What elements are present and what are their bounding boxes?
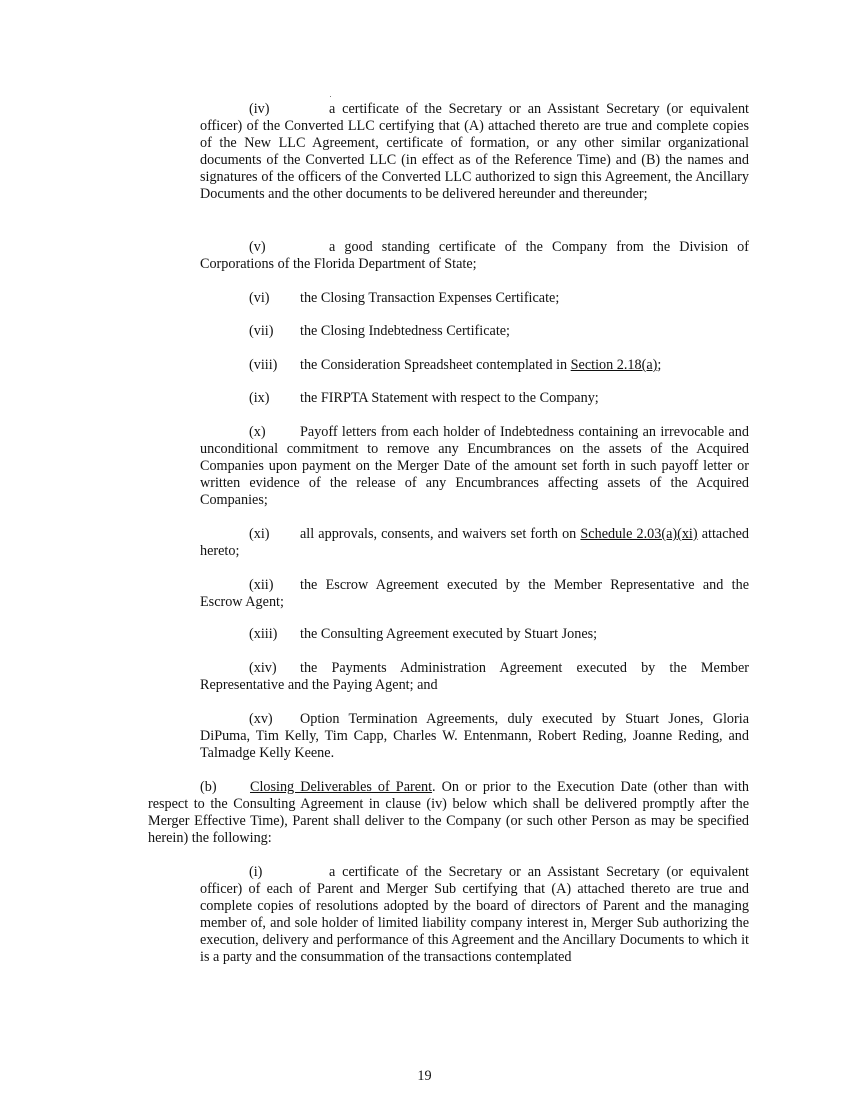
clause-label: (xiii) [249,626,278,642]
clause-viii [200,357,749,374]
clause-text: Payoff letters from each holder of Indebtedness containing an irrevocable and unconditional commitment to remove any Encumbrances on the assets of the Acquired Companies upon payment on the Merger Date of the amount set forth in such payoff letter or written evidence of the release of any Encumbrances affecting assets of the Acquired Companies; [200,424,749,509]
parent-clause-i [200,864,749,967]
clause-xiii [200,626,749,643]
clause-x [200,424,749,509]
clause-label: (vi) [249,290,270,306]
section-b [148,779,749,847]
clause-label: (ix) [249,390,270,406]
clause-vi [200,290,749,307]
clause-text: all approvals, consents, and waivers set forth on [300,526,581,542]
clause-xv [200,711,749,762]
clause-text: a good standing certificate of the Company from the Division of Corporations of the Florida Department of State; [200,239,749,273]
clause-text: the Consideration Spreadsheet contemplated in [300,357,571,373]
clause-label: (vii) [249,323,274,339]
schedule-reference-link[interactable]: Schedule 2.03(a)(xi) [580,526,698,542]
clause-label: (xii) [249,577,274,593]
section-text: . On or prior to the Execution Date (other than with respect to the Consulting Agreement in clause (iv) below which shall be delivered promptly after the Merger Effective Time), Parent shall deliver to the Company (or such other Person as may be specified herein) the following: [148,779,749,847]
clause-ix [200,390,749,407]
clause-label: (xiv) [249,660,277,676]
clause-label: (x) [249,424,266,440]
clause-text: the Escrow Agreement executed by the Member Representative and the Escrow Agent; [200,577,749,611]
section-heading: Closing Deliverables of Parent [250,779,433,795]
clause-text: a certificate of the Secretary or an Assistant Secretary (or equivalent officer) of each of Parent and Merger Sub certifying that (A) attached thereto are true and complete copies of resolutions adopted by the board of directors of Parent and the managing member of, and sole holder of limited liability company interest in, Merger Sub authorizing the execution, delivery and performance of this Agreement and the Ancillary Documents to which it is a party and the consummation of the transactions contemplated [200,864,749,966]
stray-mark [330,96,331,97]
clause-text-end: attached hereto; [200,526,749,560]
clause-label: (i) [249,864,263,880]
clause-label: (viii) [249,357,278,373]
clause-v [200,239,749,273]
clause-text: the Consulting Agreement executed by Stuart Jones; [300,626,598,642]
section-reference-link[interactable]: Section 2.18(a) [570,357,658,373]
clause-text: the Closing Transaction Expenses Certificate; [300,290,560,306]
section-label: (b) [200,779,217,795]
clause-label: (v) [249,239,266,255]
clause-text: the FIRPTA Statement with respect to the Company; [300,390,599,406]
clause-label: (xi) [249,526,270,542]
clause-label: (xv) [249,711,273,727]
clause-label: (iv) [249,101,270,117]
clause-xi [200,526,749,560]
clause-text: a certificate of the Secretary or an Assistant Secretary (or equivalent officer) of the Converted LLC certifying that (A) attached thereto are true and complete copies of the New LLC Agreement, certificate of formation, or any other similar organizational documents of the Converted LLC (in effect as of the Reference Time) and (B) the names and signatures of the officers of the Converted LLC authorized to sign this Agreement, the Ancillary Documents and the other documents to be delivered hereunder and thereunder; [200,101,749,203]
clause-text: Option Termination Agreements, duly executed by Stuart Jones, Gloria DiPuma, Tim Kelly, Tim Capp, Charles W. Entenmann, Robert Reding, Joanne Reding, and Talmadge Kelly Keene. [200,711,749,762]
clause-text-end: ; [657,357,662,373]
clause-text: the Closing Indebtedness Certificate; [300,323,510,339]
clause-xii [200,577,749,611]
clause-iv [200,101,749,204]
clause-vii [200,323,749,340]
page-number: 19 [417,1068,432,1084]
clause-text: the Payments Administration Agreement executed by the Member Representative and the Paying Agent; and [200,660,749,694]
clause-xiv [200,660,749,694]
